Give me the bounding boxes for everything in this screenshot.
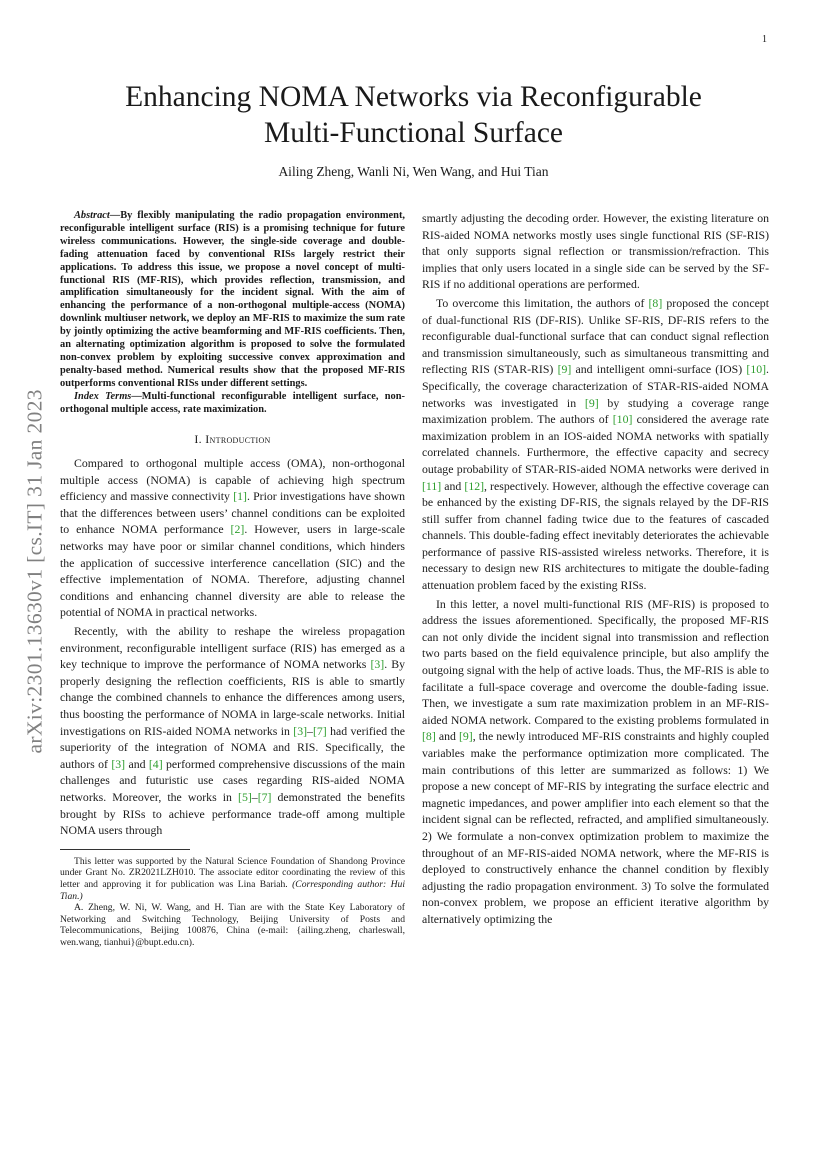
arxiv-identifier-stamp: arXiv:2301.13630v1 [cs.IT] 31 Jan 2023 xyxy=(22,389,47,754)
text-run: . Specifically, the coverage characterization of STAR-RIS-aided NOMA networks was investigated in xyxy=(422,362,769,410)
citation-link[interactable]: [1] xyxy=(233,489,247,504)
right-column xyxy=(422,210,769,928)
text-run: – xyxy=(307,723,313,738)
text-run: In this letter, a novel multi-functional RIS (MF-RIS) is proposed to address the issues aforementioned. Specifically, the proposed MF-RIS can not only divide the incident signal into transmission and reflection two parts based on the field equivalence principle, but also amplify the outgoing signal with the help of active loads. Thus, the MF-RIS is able to facilitate a full-space coverage and overcome the double-fading issue. Then, we investigate a sum rate maximization problem in an MF-RIS-aided NOMA network. Compared to the existing problems formulated in xyxy=(422,596,769,727)
citation-link[interactable]: [12] xyxy=(464,478,485,493)
text-run: performed comprehensive discussions of the main challenges and futuristic use cases regarding RIS-aided NOMA networks. Moreover, the works in xyxy=(60,756,405,804)
right-paragraph-continuation: smartly adjusting the decoding order. However, the existing literature on RIS-aided NOMA networks mostly uses single functional RIS (SF-RIS) that only supports signal reflection or transmission/refraction. This implies that only users located in a single side can be served by the SF-RIS if no additional operations are performed. xyxy=(422,211,769,292)
right-paragraph-1 xyxy=(422,295,769,594)
corresponding-author-note: (Corresponding author: Hui Tian.) xyxy=(60,878,405,902)
citation-link[interactable]: [4] xyxy=(148,756,163,771)
intro-paragraph-1 xyxy=(60,455,405,621)
text-run: Compared to orthogonal multiple access (OMA), non-orthogonal multiple access (NOMA) is capable of achieving high spectrum efficiency and massive connectivity xyxy=(60,456,405,504)
text-run: considered the average rate maximization problem in an IOS-aided NOMA networks with spatially correlated channels. Furthermore, the effective capacity and secrecy outage probability of STAR-RIS-aided NOMA networks were derived in xyxy=(422,412,770,476)
text-run: . By properly designing the reflection coefficients, RIS is able to smartly change the combined channels to enhance the differences among users, thus boosting the performance of NOMA in large-scale networks. Initial investigations on RIS-aided NOMA networks in xyxy=(60,657,405,738)
text-run: . However, users in large-scale networks may have poor or similar channel conditions, which hinders the application of successive interference cancellation (SIC) and the effective implementation of NOMA. Therefore, adjusting channel conditions and enhancing channel diversity are able to release the potential of NOMA in practical networks. xyxy=(60,522,405,620)
citation-link[interactable]: [11] xyxy=(422,478,442,493)
text-run: and xyxy=(125,756,149,771)
text-run: and intelligent omni-surface (IOS) xyxy=(571,362,747,377)
text-run: Recently, with the ability to reshape the wireless propagation environment, reconfigurable intelligent surface (RIS) has emerged as a key technique to improve the performance of NOMA networks xyxy=(60,624,405,672)
intro-paragraph-2 xyxy=(60,623,405,839)
title-line-1: Enhancing NOMA Networks via Reconfigurable xyxy=(125,81,702,113)
citation-link[interactable]: [3] xyxy=(111,756,126,771)
citation-link[interactable]: [9] xyxy=(557,362,572,377)
text-run: proposed the concept of dual-functional RIS (DF-RIS). Unlike SF-RIS, DF-RIS refers to the reconfigurable dual-functional surface that can conduct signal reflection and transmission simultaneously, such as simultaneous transmitting and reflecting RIS (STAR-RIS) xyxy=(422,295,769,377)
section-heading-introduction xyxy=(60,431,405,448)
citation-link[interactable]: [8] xyxy=(648,295,663,310)
text-run: and xyxy=(441,478,465,493)
citation-link[interactable]: [7] xyxy=(312,723,327,738)
index-terms-text: —Multi-functional reconfigurable intelligent surface, non-orthogonal multiple access, rate maximization. xyxy=(60,390,405,415)
citation-link[interactable]: [5] xyxy=(238,789,252,804)
text-run: This letter was supported by the Natural Science Foundation of Shandong Province under Grant No. ZR2021LZH010. The associate editor coordinating the review of this letter and approving it for publication was Lina Bariah. xyxy=(60,855,405,890)
paper-title xyxy=(60,79,767,151)
text-run: – xyxy=(251,789,258,804)
citation-link[interactable]: [10] xyxy=(612,412,633,427)
citation-link[interactable]: [9] xyxy=(584,395,599,410)
citation-link[interactable]: [3] xyxy=(370,657,385,672)
section-numeral: I. xyxy=(194,431,202,446)
title-line-2: Multi-Functional Surface xyxy=(263,117,564,149)
left-column xyxy=(60,210,405,949)
index-terms xyxy=(60,391,405,417)
abstract xyxy=(60,210,405,391)
affiliation-footnote: A. Zheng, W. Ni, W. Wang, and H. Tian are with the State Key Laboratory of Networking and Switching Technology, Beijing University of Posts and Telecommunications, Beijing 100876, China (e-mail: {ailing.zheng, charleswall, wen.wang, tianhui}@bupt.edu.cn). xyxy=(60,902,405,948)
text-run: had verified the superiority of the integration of NOMA and RIS. Specifically, the authors of xyxy=(60,723,405,771)
text-run: To overcome this limitation, the authors of xyxy=(436,295,649,310)
citation-link[interactable]: [9] xyxy=(458,729,473,744)
text-run: demonstrated the benefits brought by RISs to achieve performance trade-off among multiple NOMA users through xyxy=(60,789,406,838)
abstract-text: —By flexibly manipulating the radio propagation environment, reconfigurable intelligent surface (RIS) is a promising technique for future wireless communications. However, the single-side coverage and double-fading attenuation faced by conventional RISs largely restrict their applications. To address this issue, we propose a novel concept of multi-functional RIS (MF-RIS), which provides reflection, transmission, and amplification simultaneously for the incident signal. With the aim of enhancing the performance of a non-orthogonal multiple-access (NOMA) downlink multiuser network, we deploy an MF-RIS to maximize the sum rate by jointly optimizing the active beamforming and MF-RIS coefficients. Then, an alternating optimization algorithm is proposed to solve the formulated non-convex problem by exploiting successive convex approximation and penalty-based method. Numerical results show that the proposed MF-RIS outperforms conventional RISs under different settings. xyxy=(60,210,405,389)
author-list: Ailing Zheng, Wanli Ni, Wen Wang, and Hui Tian xyxy=(278,164,549,179)
citation-link[interactable]: [2] xyxy=(230,522,245,537)
text-run: , the newly introduced MF-RIS constraints and highly coupled variables make the performance optimization more complicated. The main contributions of this letter are summarized as follows: 1) We propose a new concept of MF-RIS by integrating the surface electric and magnetic impedances, and power amplifier into each element so that the incident signal can be reflected, refracted, and amplified simultaneously. 2) We formulate a non-convex optimization problem to maximize the throughout of an MF-RIS-aided NOMA network, where the MF-RIS is deployed to constructively enhance the channel condition by flexibly adjusting the radio propagation environment. 3) To solve the formulated non-convex problem, we propose an efficient iterative algorithm by alternatively optimizing the xyxy=(422,729,769,926)
page-number: 1 xyxy=(762,34,767,45)
text-run: . Prior investigations have shown that the differences between users’ channel conditions can be exploited to enhance NOMA performance xyxy=(60,489,405,537)
funding-footnote xyxy=(60,856,405,902)
index-terms-label: Index Terms xyxy=(74,390,132,402)
right-paragraph-2 xyxy=(422,596,769,928)
citation-link[interactable]: [3] xyxy=(293,723,308,738)
section-title: Introduction xyxy=(205,431,271,446)
citation-link[interactable]: [10] xyxy=(746,362,767,377)
citation-link[interactable]: [7] xyxy=(257,789,272,804)
abstract-label: Abstract xyxy=(74,210,110,221)
text-run: , respectively. However, although the effective coverage can be enhanced by the existing DF-RIS, the signals relayed by the DF-RIS still suffer from channel fading twice due to the features of cascaded channels. This double-fading effect inevitably deteriorates the achievable performance of passive RIS-assisted wireless networks. Therefore, it is necessary to design new RIS architectures to mitigate the double-fading attenuation problem faced by the existing RISs. xyxy=(422,478,770,593)
citation-link[interactable]: [8] xyxy=(422,729,436,744)
footnote-divider xyxy=(60,849,190,850)
text-run: and xyxy=(435,729,459,744)
text-run: by studying a coverage range maximization problem. The authors of xyxy=(422,395,769,427)
